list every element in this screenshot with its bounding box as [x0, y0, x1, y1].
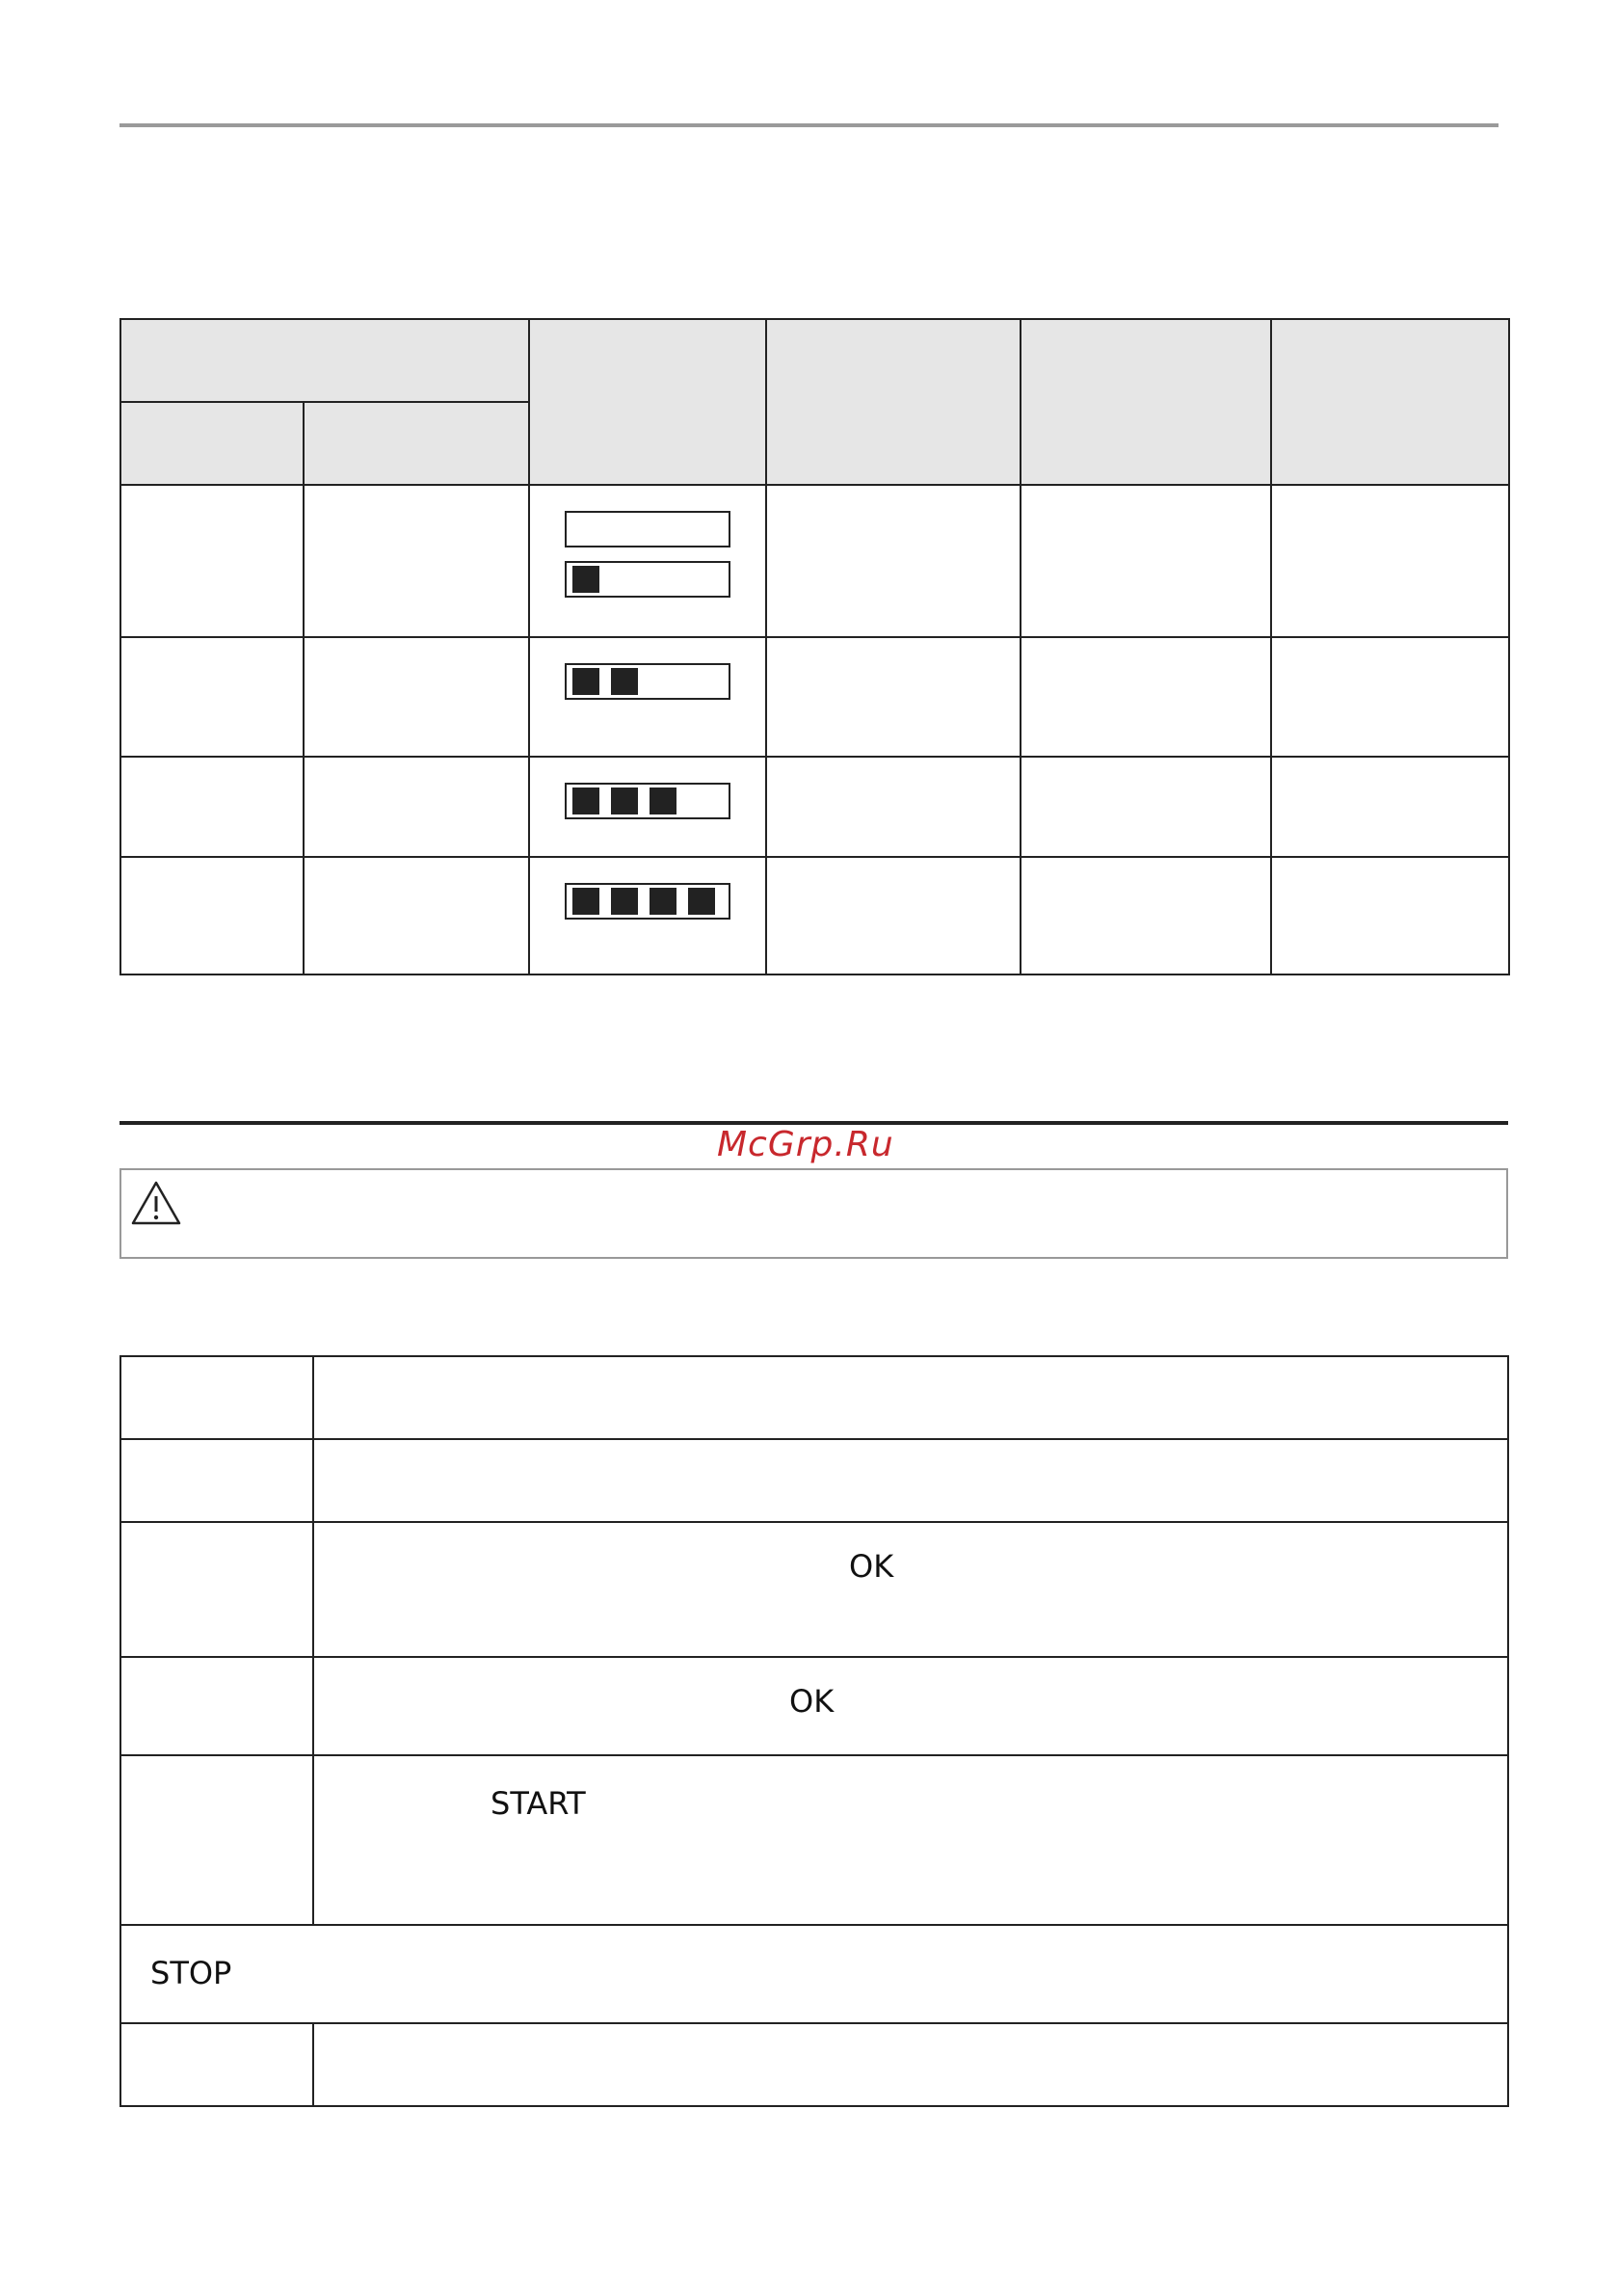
level-block [688, 888, 715, 915]
ok-label: OK [849, 1548, 894, 1585]
step-text-cell [313, 1356, 1508, 1439]
steps-table [119, 1355, 1509, 2107]
step-number-cell [120, 1657, 313, 1755]
step-number-cell [120, 2023, 313, 2106]
stop-label: STOP [150, 1955, 232, 1991]
level-indicator-2 [565, 663, 730, 700]
step-number-cell [120, 1522, 313, 1657]
table-row [120, 1755, 1508, 1925]
level-indicator-4 [565, 883, 730, 920]
level-table [119, 318, 1510, 975]
watermark: McGrp.Ru [717, 1125, 894, 1164]
indicator-cell [529, 857, 766, 974]
level-block [611, 668, 638, 695]
level-block [572, 668, 599, 695]
level-indicator-1 [565, 561, 730, 598]
header-cell-col5 [1021, 319, 1271, 485]
step-number-cell [120, 1356, 313, 1439]
step-text-cell [313, 1522, 1508, 1657]
table-row [120, 857, 1509, 974]
top-rule [119, 123, 1499, 127]
table-row [120, 1439, 1508, 1522]
header-cell-indicator [529, 319, 766, 485]
indicator-cell [529, 757, 766, 857]
level-block [572, 566, 599, 593]
header-cell-col6 [1271, 319, 1509, 485]
indicator-cell [529, 637, 766, 757]
table-row [120, 485, 1509, 637]
warning-triangle-icon [131, 1180, 181, 1226]
level-indicator-empty [565, 511, 730, 547]
table-row [120, 757, 1509, 857]
indicator-cell [529, 485, 766, 637]
step-text-cell [313, 1439, 1508, 1522]
step-text-cell [313, 1755, 1508, 1925]
table-row [120, 1657, 1508, 1755]
header-cell-col4 [766, 319, 1021, 485]
level-block [572, 788, 599, 814]
step-number-cell [120, 1439, 313, 1522]
level-block [611, 888, 638, 915]
step-text-cell [313, 1657, 1508, 1755]
stop-row-cell [120, 1925, 1508, 2023]
table-row [120, 1522, 1508, 1657]
ok-label: OK [789, 1683, 835, 1720]
table-row [120, 1925, 1508, 2023]
step-number-cell [120, 1755, 313, 1925]
table-row [120, 637, 1509, 757]
table-row [120, 1356, 1508, 1439]
level-block [650, 888, 676, 915]
header-cell-group [120, 319, 529, 402]
level-block [611, 788, 638, 814]
header-subcell-2 [304, 402, 529, 485]
level-indicator-3 [565, 783, 730, 819]
warning-box [119, 1168, 1508, 1259]
level-block [650, 788, 676, 814]
start-label: START [491, 1785, 586, 1822]
header-subcell-1 [120, 402, 304, 485]
step-text-cell [313, 2023, 1508, 2106]
level-block [572, 888, 599, 915]
table-row [120, 2023, 1508, 2106]
